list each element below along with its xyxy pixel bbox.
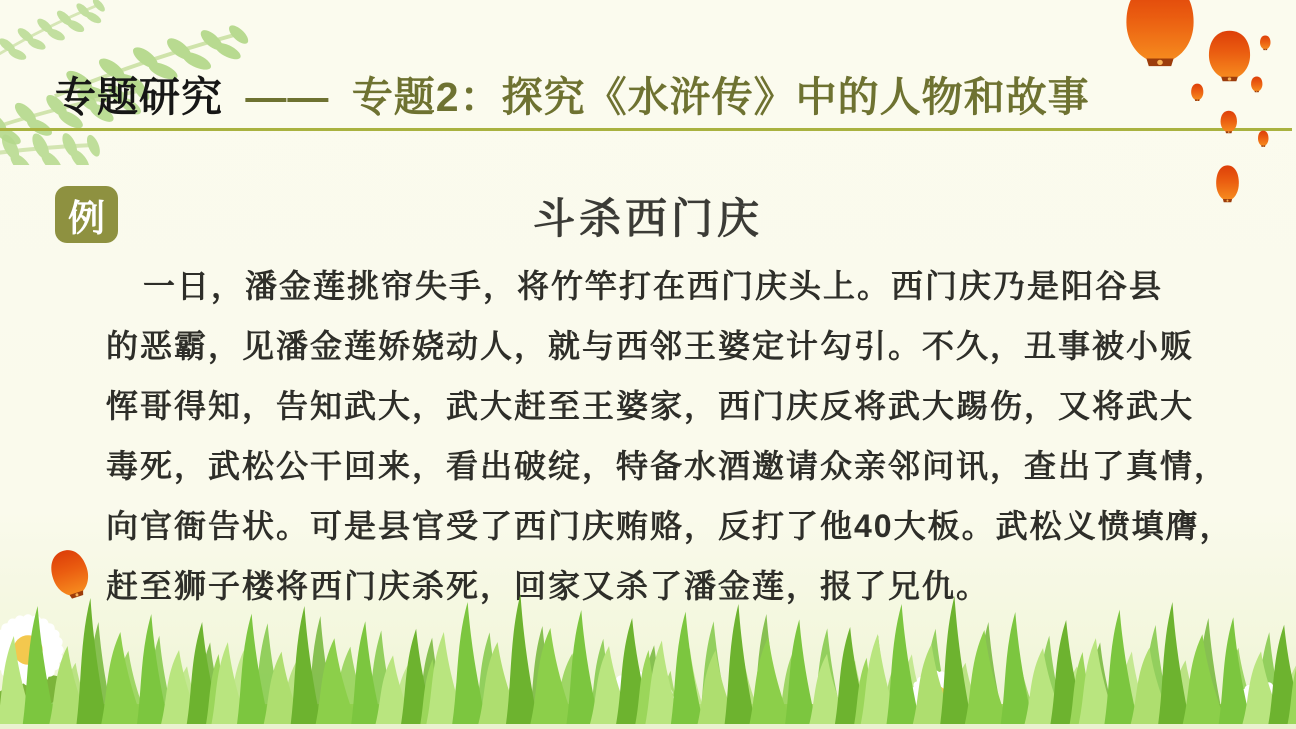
story-line: 的恶霸，见潘金莲娇娆动人，就与西邻王婆定计勾引。不久，丑事被小贩	[106, 328, 1195, 364]
story-title: 斗杀西门庆	[532, 195, 763, 242]
example-badge-label: 例	[68, 197, 105, 239]
example-badge	[55, 186, 118, 243]
page-title-main: 专题研究	[55, 74, 223, 120]
grass-icon	[0, 592, 1296, 729]
story-line: 向官衙告状。可是县官受了西门庆贿赂，反打了他40大板。武松义愤填膺，	[106, 508, 1234, 544]
story-paragraph	[106, 256, 1234, 616]
story-line: 恽哥得知，告知武大，武大赶至王婆家，西门庆反将武大踢伤，又将武大	[106, 388, 1195, 424]
title-separator: ——	[245, 74, 330, 120]
story-line: 毒死，武松公干回来，看出破绽，特备水酒邀请众亲邻问讯，查出了真情，	[106, 448, 1229, 484]
story-line: 赶至狮子楼将西门庆杀死，回家又杀了潘金莲，报了兄仇。	[106, 568, 991, 604]
story-line: 一日，潘金莲挑帘失手，将竹竿打在西门庆头上。西门庆乃是阳谷县	[143, 268, 1164, 304]
sky-lantern-cluster-icon	[1091, 0, 1296, 220]
page-title-sub: 专题2：探究《水浒传》中的人物和故事	[351, 74, 1090, 120]
page-title	[55, 64, 1090, 123]
